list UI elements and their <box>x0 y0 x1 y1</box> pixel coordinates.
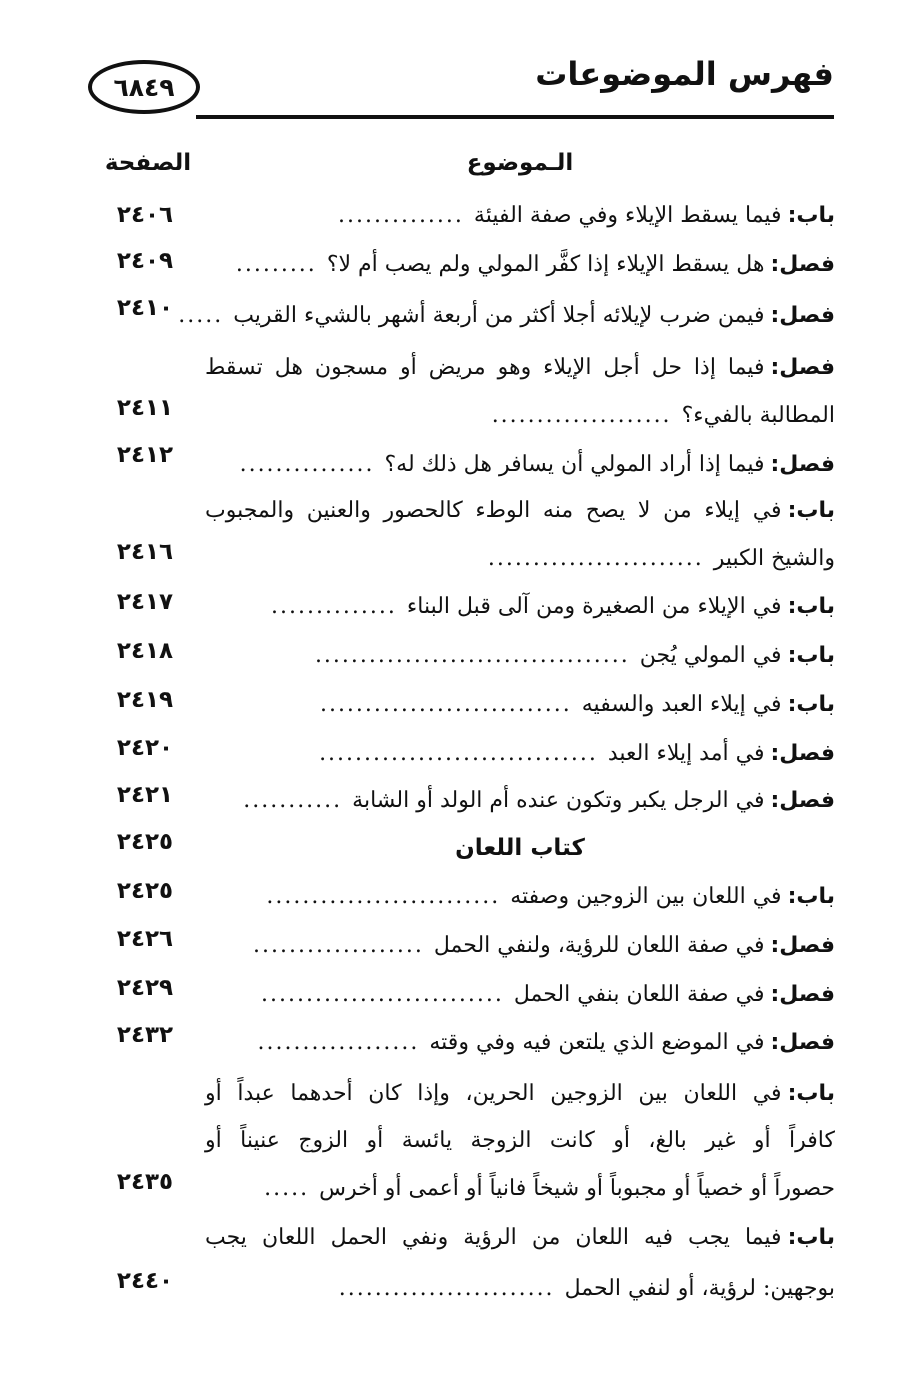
entry-label: فصل: <box>770 1029 835 1055</box>
toc-entry <box>205 782 835 818</box>
leader-dots: ................... <box>253 932 424 958</box>
entry-title: المطالبة بالفيء؟ <box>681 402 835 428</box>
entry-title: في أمد إيلاء العبد <box>607 740 765 766</box>
entry-label: باب: <box>787 202 835 228</box>
leader-dots: ........... <box>243 787 343 813</box>
entry-title: في اللعان بين الزوجين الحرين، وإذا كان أحدهما عبداً أو <box>205 1080 782 1106</box>
entry-title: في الموضع الذي يلتعن فيه وفي وقته <box>429 1029 765 1055</box>
entry-label: فصل: <box>770 451 835 477</box>
entry-title: في إيلاء من لا يصح منه الوطء كالحصور والعنين والمجبوب <box>205 497 782 523</box>
toc-entry <box>205 246 835 282</box>
entry-title: فيمن ضرب لإيلائه أجلا أكثر من أربعة أشهر بالشيء القريب <box>233 302 765 328</box>
page-column-heading: الصفحة <box>104 150 192 176</box>
toc-entry <box>205 492 835 528</box>
entry-page: ٢٤١٢ <box>116 442 174 468</box>
entry-page: ٢٤١٦ <box>116 539 174 565</box>
toc-entry-continuation <box>205 540 835 576</box>
entry-title: فيما يسقط الإيلاء وفي صفة الفيئة <box>473 202 782 228</box>
entry-label: باب: <box>787 1080 835 1106</box>
toc-entry <box>178 297 835 333</box>
entry-title: فيما يجب فيه اللعان من الرؤية ونفي الحمل اللعان يجب <box>205 1224 782 1250</box>
entry-title: فيما إذا حل أجل الإيلاء وهو مريض أو مسجون هل تسقط <box>205 354 765 380</box>
entry-title: في إيلاء العبد والسفيه <box>581 691 782 717</box>
toc-entry <box>205 735 835 771</box>
toc-entry <box>205 637 835 673</box>
toc-entry-continuation <box>205 1270 835 1306</box>
leader-dots: ........................ <box>487 545 704 571</box>
entry-title: حصوراً أو خصياً أو مجبوباً أو شيخاً فانياً أو أعمى أو أخرس <box>319 1175 835 1201</box>
entry-page: ٢٤٤٠ <box>116 1268 174 1294</box>
entry-title: هل يسقط الإيلاء إذا كفَّر المولي ولم يصب أم لا؟ <box>326 251 765 277</box>
entry-title: في الرجل يكبر وتكون عنده أم الولد أو الشابة <box>352 787 765 813</box>
toc-entry <box>205 686 835 722</box>
running-title: فهرس الموضوعات <box>535 55 834 93</box>
entry-label: باب: <box>787 642 835 668</box>
entry-page: ٢٤٢١ <box>116 782 174 808</box>
entry-page: ٢٤٢٥ <box>116 829 174 855</box>
entry-label: فصل: <box>770 251 835 277</box>
entry-page: ٢٤١٨ <box>116 638 174 664</box>
toc-entry <box>205 349 835 385</box>
entry-page: ٢٤٢٥ <box>116 878 174 904</box>
entry-page: ٢٤١٠ <box>116 295 174 321</box>
entry-label: باب: <box>787 497 835 523</box>
subject-column-heading: الـموضوع <box>466 150 574 176</box>
entry-page: ٢٤٢٠ <box>116 735 174 761</box>
toc-entry <box>205 588 835 624</box>
entry-title: في اللعان بين الزوجين وصفته <box>510 883 782 909</box>
leader-dots: ..... <box>264 1175 310 1201</box>
toc-entry <box>205 927 835 963</box>
leader-dots: ..... <box>178 302 224 328</box>
leader-dots: .......................... <box>266 883 501 909</box>
entry-title: والشيخ الكبير <box>713 545 835 571</box>
leader-dots: .................... <box>491 402 672 428</box>
book-heading <box>205 830 835 866</box>
toc-entry <box>205 446 835 482</box>
entry-title: في الإيلاء من الصغيرة ومن آلى قبل البناء <box>406 593 782 619</box>
entry-title: بوجهين: لرؤية، أو لنفي الحمل <box>564 1275 835 1301</box>
entry-title: في صفة اللعان للرؤية، ولنفي الحمل <box>433 932 765 958</box>
toc-entry <box>205 976 835 1012</box>
leader-dots: ............................... <box>319 740 598 766</box>
leader-dots: .................. <box>257 1029 420 1055</box>
entry-label: باب: <box>787 691 835 717</box>
entry-page: ٢٤٣٢ <box>116 1022 174 1048</box>
entry-label: باب: <box>787 883 835 909</box>
toc-entry <box>205 1075 835 1111</box>
entry-page: ٢٤٠٩ <box>116 248 174 274</box>
entry-title: في المولي يُجن <box>639 642 782 668</box>
toc-entry-continuation <box>205 1170 835 1206</box>
entry-label: فصل: <box>770 302 835 328</box>
entry-page: ٢٤٢٩ <box>116 975 174 1001</box>
book-heading-text: كتاب اللعان <box>455 835 585 861</box>
entry-page: ٢٤٠٦ <box>116 202 174 228</box>
entry-title: في صفة اللعان بنفي الحمل <box>513 981 765 1007</box>
leader-dots: ............... <box>239 451 375 477</box>
entry-label: باب: <box>787 593 835 619</box>
entry-page: ٢٤١٧ <box>116 589 174 615</box>
entry-label: باب: <box>787 1224 835 1250</box>
toc-entry-continuation <box>205 397 835 433</box>
entry-page: ٢٤١٩ <box>116 687 174 713</box>
leader-dots: ................................... <box>314 642 630 668</box>
entry-label: فصل: <box>770 981 835 1007</box>
entry-label: فصل: <box>770 354 835 380</box>
entry-label: فصل: <box>770 740 835 766</box>
entry-title: فيما إذا أراد المولي أن يسافر هل ذلك له؟ <box>384 451 765 477</box>
leader-dots: ........................ <box>338 1275 555 1301</box>
entry-page: ٢٤١١ <box>116 395 174 421</box>
entry-page: ٢٤٣٥ <box>116 1169 174 1195</box>
entry-title: كافراً أو غير بالغ، أو كانت الزوجة يائسة أو الزوج عنيناً أو <box>205 1127 835 1153</box>
toc-entry <box>205 197 835 233</box>
toc-entry <box>205 1219 835 1255</box>
entry-label: فصل: <box>770 932 835 958</box>
toc-entry <box>205 1024 835 1060</box>
leader-dots: .............. <box>270 593 397 619</box>
leader-dots: ............................ <box>319 691 572 717</box>
toc-entry-continuation <box>205 1122 835 1158</box>
toc-entry <box>205 878 835 914</box>
leader-dots: ......... <box>235 251 317 277</box>
entry-page: ٢٤٢٦ <box>116 926 174 952</box>
leader-dots: ........................... <box>261 981 504 1007</box>
leader-dots: .............. <box>338 202 464 228</box>
entry-label: فصل: <box>770 787 835 813</box>
page-number: ٦٨٤٩ <box>113 72 175 102</box>
